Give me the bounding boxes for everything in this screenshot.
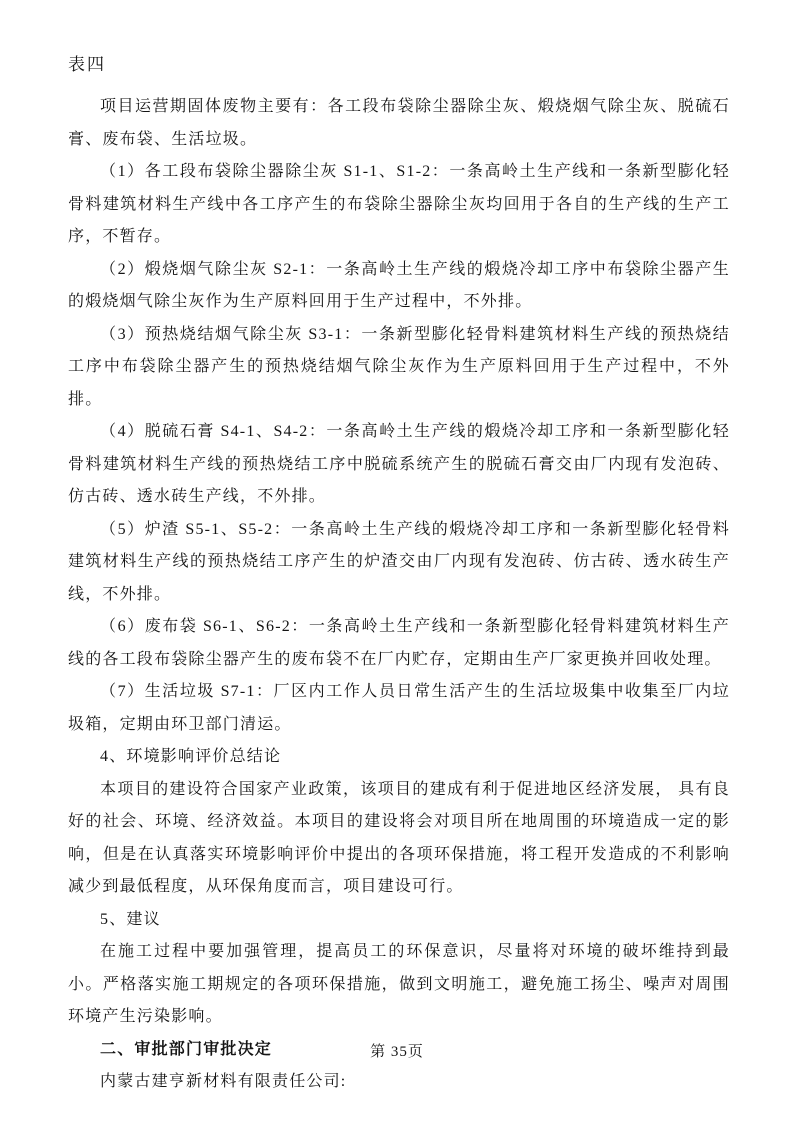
- heading-suggestions: 5、建议: [100, 910, 161, 928]
- heading-approval-department-decision: 二、审批部门审批决定: [100, 1040, 273, 1058]
- paragraph-item-7-domestic-garbage: （7）生活垃圾 S7-1：厂区内工作人员日常生活产生的生活垃圾集中收集至厂内垃圾箱，定期由环卫部门清运。: [68, 683, 730, 733]
- paragraph-item-6-waste-filter-bags: （6）废布袋 S6-1、S6-2：一条高岭土生产线和一条新型膨化轻骨料建筑材料生产线的各工段布袋除尘器产生的废布袋不在厂内贮存，定期由生产厂家更换并回收处理。: [68, 618, 730, 668]
- paragraph-item-5-slag: （5）炉渣 S5-1、S5-2：一条高岭土生产线的煅烧冷却工序和一条新型膨化轻骨料建筑材料生产线的预热烧结工序产生的炉渣交由厂内现有发泡砖、仿古砖、透水砖生产线，不外排。: [68, 520, 730, 603]
- paragraph-item-2-calcination-flue-dust: （2）煅烧烟气除尘灰 S2-1：一条高岭土生产线的煅烧冷却工序中布袋除尘器产生的煅烧烟气除尘灰作为生产原料回用于生产过程中，不外排。: [68, 260, 730, 310]
- paragraph-item-1-baghouse-dust: （1）各工段布袋除尘器除尘灰 S1-1、S1-2：一条高岭土生产线和一条新型膨化轻骨料建筑材料生产线中各工序产生的布袋除尘器除尘灰均回用于各自的生产线的生产工序，不暂存。: [68, 163, 730, 245]
- paragraph-company-name: 内蒙古建亨新材料有限责任公司:: [100, 1073, 347, 1090]
- paragraph-item-4-desulfurization-gypsum: （4）脱硫石膏 S4-1、S4-2：一条高岭土生产线的煅烧冷却工序和一条新型膨化轻骨料建筑材料生产线的预热烧结工序中脱硫系统产生的脱硫石膏交由厂内现有发泡砖、仿古砖、透水砖生产线，不外排。: [68, 423, 730, 505]
- heading-eia-overall-conclusion: 4、环境影响评价总结论: [100, 748, 282, 765]
- page-footer: [0, 1040, 794, 1061]
- paragraph-eia-overall-conclusion: 本项目的建设符合国家产业政策，该项目的建成有利于促进地区经济发展， 具有良好的社会、环境、经济效益。本项目的建设将会对项目所在地周围的环境造成一定的影响，但是在认真落实环境影响评价中提出的各项环保措施，将工程开发造成的不利影响减少到最低程度，从环保角度而言，项目建设可行。: [68, 780, 730, 895]
- page-number: 第 35页: [370, 1044, 424, 1060]
- paragraph-item-3-preheat-sintering-dust: （3）预热烧结烟气除尘灰 S3-1：一条新型膨化轻骨料建筑材料生产线的预热烧结工序中布袋除尘器产生的预热烧结烟气除尘灰作为生产原料回用于生产过程中，不外排。: [68, 325, 730, 408]
- form-label: 表四: [68, 55, 106, 74]
- document-body: [68, 91, 730, 1099]
- paragraph-suggestions: 在施工过程中要加强管理，提高员工的环保意识，尽量将对环境的破坏维持到最小。严格落实施工期规定的各项环保措施，做到文明施工，避免施工扬尘、噪声对周围环境产生污染影响。: [68, 943, 730, 1025]
- paragraph-solid-waste-overview: 项目运营期固体废物主要有：各工段布袋除尘器除尘灰、煅烧烟气除尘灰、脱硫石膏、废布袋、生活垃圾。: [68, 98, 730, 148]
